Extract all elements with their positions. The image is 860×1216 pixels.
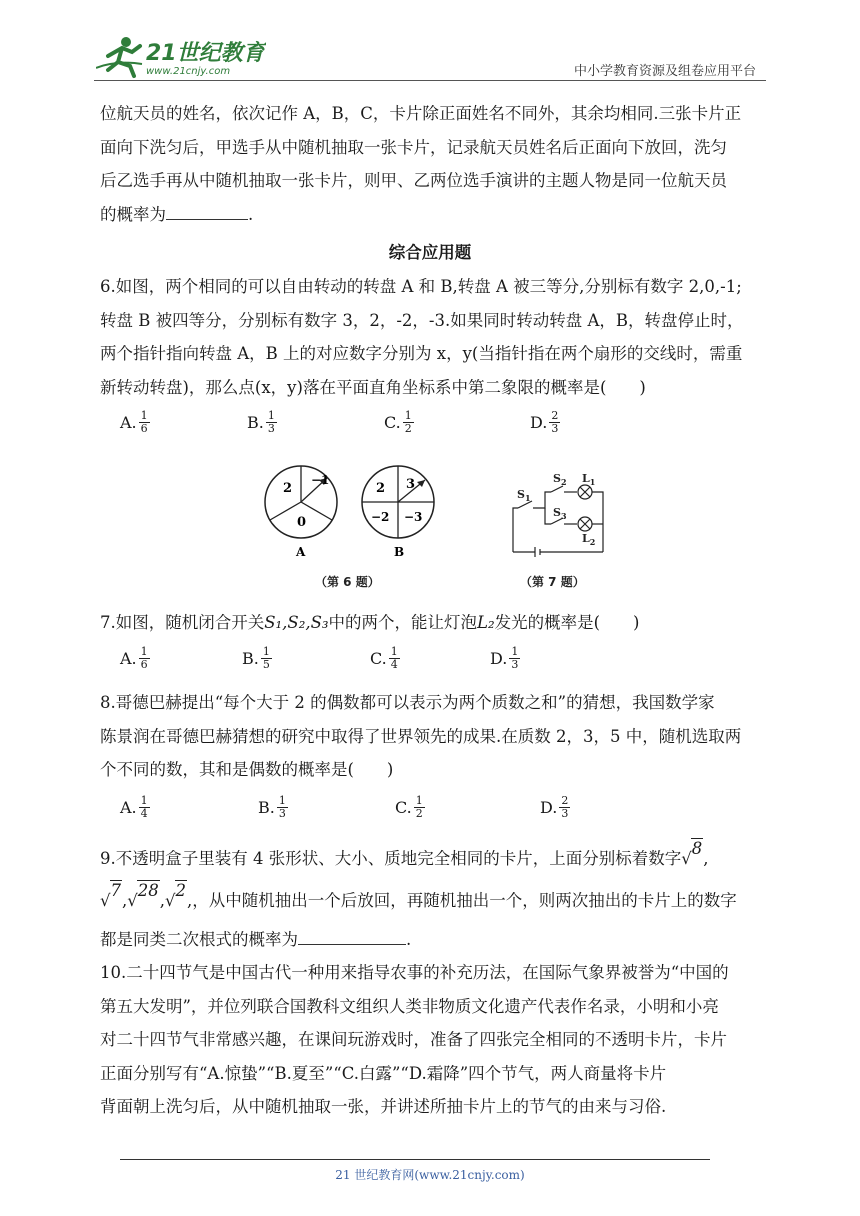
spinner-a-number: 0 (297, 515, 307, 530)
text-span: 7.如图，随机闭合开关 (100, 613, 265, 632)
answer-blank[interactable] (166, 219, 248, 220)
radical-sqrt8: √ 8 (681, 839, 703, 868)
text-span: 都是同类二次根式的概率为 (100, 930, 298, 949)
option-c[interactable]: C. $\frac{1}{2}$ (384, 409, 412, 435)
option-c[interactable]: C. $\frac{1}{2}$ (395, 794, 423, 820)
circuit-labels (517, 472, 595, 547)
option-a[interactable]: A. $\frac{1}{6}$ (120, 645, 148, 671)
text-line: 后乙选手再从中随机抽取一张卡片，则甲、乙两位选手演讲的主题人物是同一位航天员 (100, 171, 727, 190)
text-line: 位航天员的姓名，依次记作 A，B，C，卡片除正面姓名不同外，其余均相同.三张卡片正 (100, 104, 742, 123)
text-span: 的概率为 (100, 204, 166, 224)
bulb-symbol: L₂ (477, 613, 495, 632)
question-9 (100, 838, 762, 958)
text-line (100, 922, 762, 958)
text-line: 9.不透明盒子里装有 4 张形状、大小、质地完全相同的卡片，上面分别标着数字√ 8 , (100, 838, 762, 880)
header-divider (94, 80, 766, 81)
figure-6-7 (255, 460, 635, 595)
text-line: 正面分别写有“A.惊蛰”“B.夏至”“C.白露”“D.霜降”四个节气，两人商量将卡片 (100, 1063, 667, 1083)
logo-text: 21世纪教育 (146, 41, 265, 66)
radical-sqrt2: √ 2 (165, 881, 187, 910)
text-line: 10.二十四节气是中国古代一种用来指导农事的补充历法，在国际气象界被誉为“中国的 (100, 963, 729, 982)
option-b[interactable]: B. $\frac{1}{5}$ (242, 645, 270, 671)
footer-divider (120, 1159, 710, 1160)
spinner-a-label: A (296, 545, 306, 559)
spinner-b-number: 2 (376, 481, 386, 496)
question-5-continued (100, 97, 762, 231)
caption-question-7: （第 7 题） (520, 575, 585, 589)
question-10 (100, 956, 762, 1124)
switch-symbols: S₁,S₂,S₃ (264, 613, 329, 632)
spinner-b-number: −3 (404, 510, 423, 524)
text-line (100, 606, 762, 640)
bulb-l2-label: $L_2$ (582, 532, 596, 547)
text-line: 个不同的数，其和是偶数的概率是( ) (100, 760, 394, 779)
text-span: 9.不透明盒子里装有 4 张形状、大小、质地完全相同的卡片，上面分别标着数字 (100, 849, 682, 868)
footer-link[interactable]: 21 世纪教育网(www.21cnjy.com) (335, 1168, 525, 1182)
text-line (100, 198, 762, 232)
platform-name: 中小学教育资源及组卷应用平台 (573, 64, 756, 79)
switch-s1-label: $S_1$ (517, 488, 531, 503)
answer-blank[interactable] (298, 944, 406, 945)
spinner-b-number: −2 (371, 510, 390, 524)
question-8 (100, 686, 762, 787)
question-7 (100, 606, 762, 640)
option-a[interactable]: A. $\frac{1}{4}$ (120, 794, 148, 820)
text-line: 陈景润在哥德巴赫猜想的研究中取得了世界领先的成果.在质数 2，3，5 中，随机选取两 (100, 726, 742, 746)
option-a[interactable]: A. $\frac{1}{6}$ (120, 409, 148, 435)
option-b[interactable]: B. $\frac{1}{3}$ (247, 409, 275, 435)
text-line: 转盘 B 被四等分，分别标有数字 3，2，-2，-3.如果同时转动转盘 A，B，转盘停止时， (100, 310, 744, 330)
text-line: 6.如图，两个相同的可以自由转动的转盘 A 和 B,转盘 A 被三等分,分别标有数字 2,0,-1; (100, 277, 742, 296)
text-span: . (406, 930, 412, 949)
text-span: ，从中随机抽出一个后放回，再随机抽出一个，则两次抽出的卡片上的数字 (192, 891, 737, 910)
option-b[interactable]: B. $\frac{1}{3}$ (258, 794, 286, 820)
text-line: 背面朝上洗匀后，从中随机抽取一张，并讲述所抽卡片上的节气的由来与习俗. (100, 1097, 667, 1116)
caption-question-6: （第 6 题） (315, 575, 380, 589)
question-6 (100, 270, 762, 404)
text-span: 发光的概率是( ) (494, 613, 640, 632)
runner-icon (96, 37, 142, 76)
spinner-b-label: B (394, 545, 405, 559)
option-d[interactable]: D. $\frac{1}{3}$ (490, 645, 519, 671)
radical-sqrt28: √ 28 (127, 881, 159, 910)
spinner-a-number: −1 (311, 473, 330, 487)
switch-s2-label: $S_2$ (553, 472, 567, 487)
option-c[interactable]: C. $\frac{1}{4}$ (370, 645, 398, 671)
section-title: 综合应用题 (388, 243, 472, 262)
switch-s3-label: $S_3$ (553, 506, 567, 521)
site-logo (96, 30, 266, 80)
text-line: 新转动转盘)，那么点(x，y)落在平面直角坐标系中第二象限的概率是( ) (100, 377, 646, 397)
spinner-a (265, 466, 337, 559)
text-line: 面向下洗匀后，甲选手从中随机抽取一张卡片，记录航天员姓名后正面向下放回，洗匀 (100, 137, 727, 157)
text-line: 两个指针指向转盘 A，B 上的对应数字分别为 x，y(当指针指在两个扇形的交线时，需重 (100, 344, 743, 363)
text-span: . (248, 204, 254, 224)
logo-url: www.21cnjy.com (146, 66, 231, 77)
text-line: √ 7 ,√ 28 ,√ 2 ,，从中随机抽出一个后放回，再随机抽出一个，则两次抽出的卡片上的数字 (100, 880, 762, 922)
spinner-b-number: 3 (406, 477, 416, 492)
text-line: 对二十四节气非常感兴趣，在课间玩游戏时，准备了四张完全相同的不透明卡片，卡片 (100, 1030, 727, 1049)
option-d[interactable]: D. $\frac{2}{3}$ (530, 409, 559, 435)
option-d[interactable]: D. $\frac{2}{3}$ (540, 794, 569, 820)
text-line: 8.哥德巴赫提出“每个大于 2 的偶数都可以表示为两个质数之和”的猜想，我国数学家 (100, 693, 715, 712)
spinner-b (362, 466, 434, 559)
text-span: 中的两个，能让灯泡 (328, 613, 477, 632)
spinner-a-number: 2 (283, 481, 293, 496)
text-line: 第五大发明”，并位列联合国教科文组织人类非物质文化遗产代表作名录，小明和小亮 (100, 996, 719, 1016)
radical-sqrt7: √ 7 (100, 881, 122, 910)
bulb-l1-label: $L_1$ (582, 472, 596, 487)
